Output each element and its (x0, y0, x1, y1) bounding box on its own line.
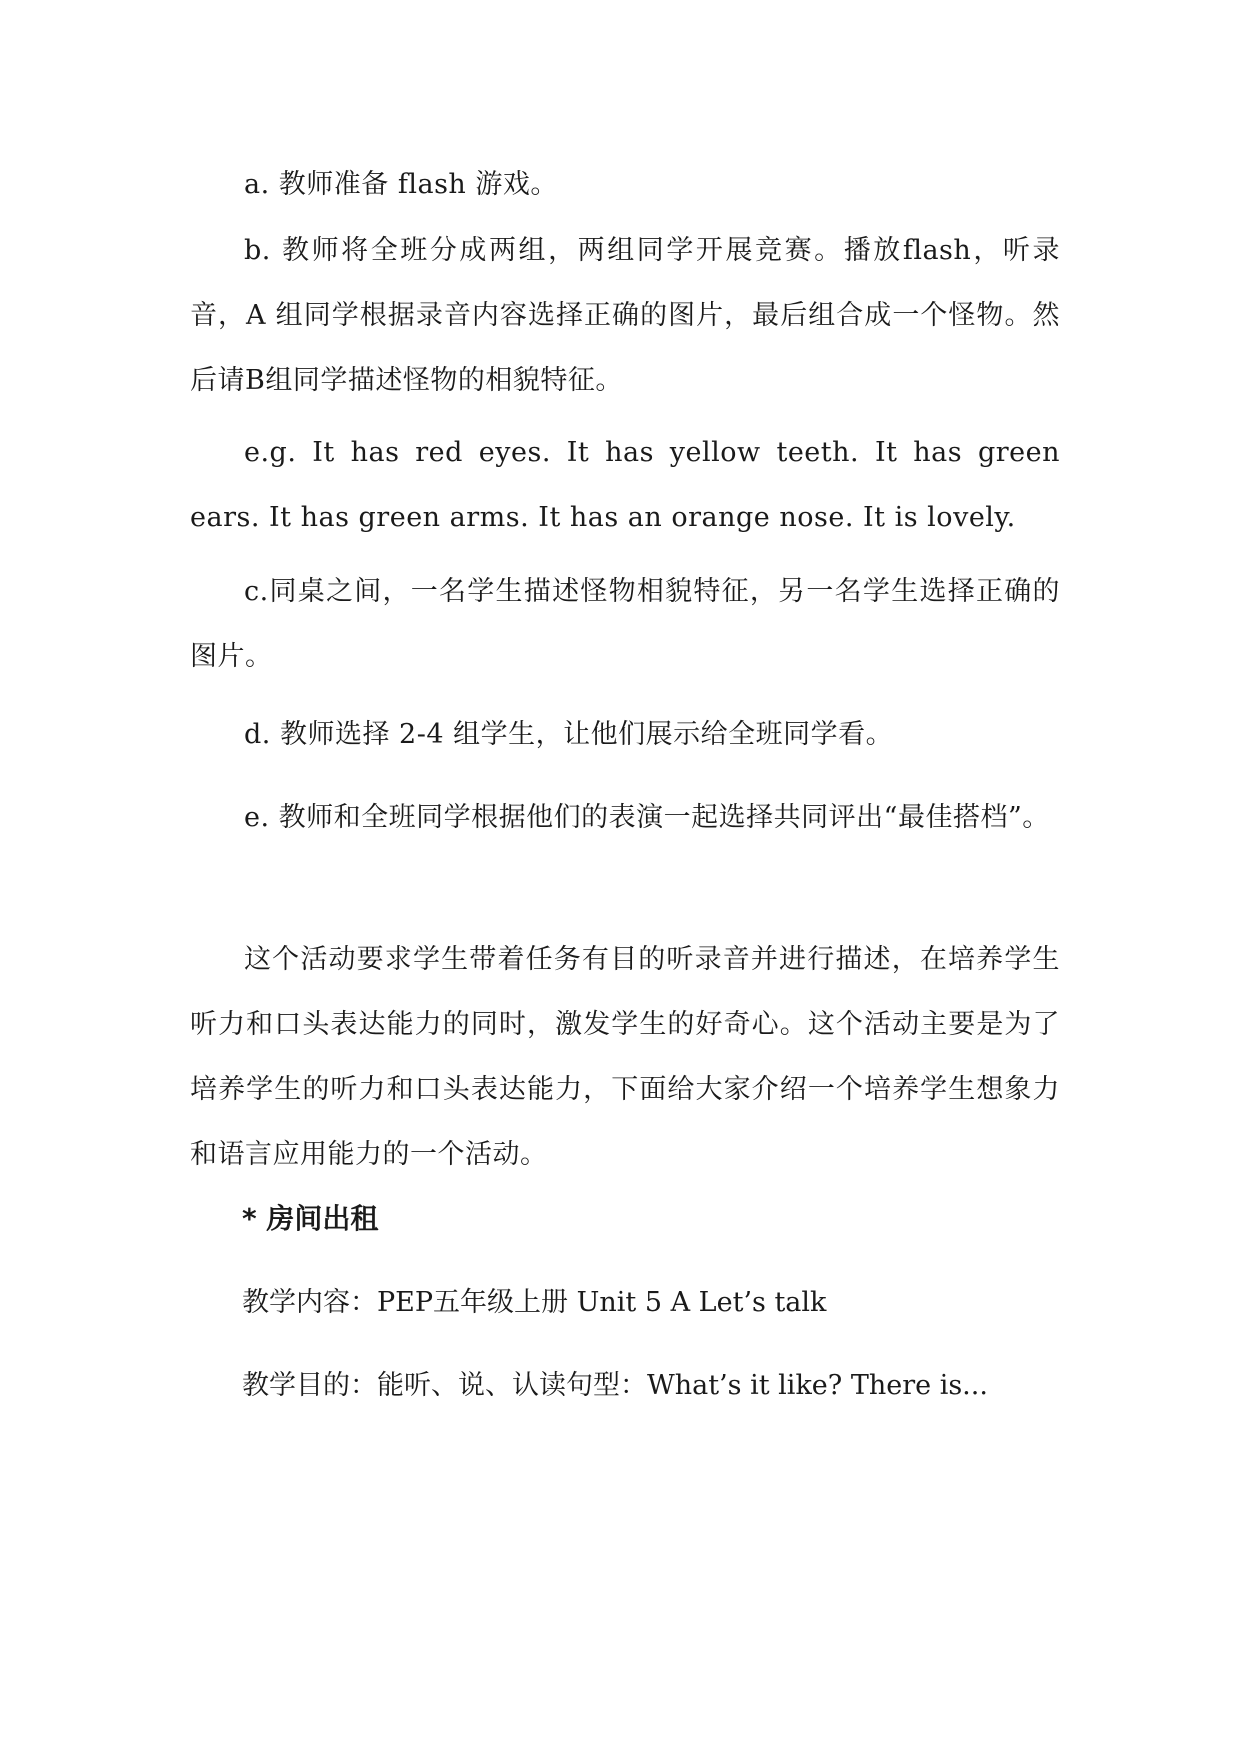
paragraph-example: e.g. It has red eyes. It has yellow teeth. It has green ears. It has green arms. It has an orange nose. It is lovely. (190, 437, 1060, 533)
paragraph-step-b: b. 教师将全班分成两组，两组同学开展竞赛。播放flash，听录音，A 组同学根据录音内容选择正确的图片，最后组合成一个怪物。然后请B组同学描述怪物的相貌特征。 (190, 235, 1060, 396)
paragraph-step-e: e. 教师和全班同学根据他们的表演一起选择共同评出“最佳搭档”。 (244, 802, 1050, 833)
teaching-goal-line: 教学目的：能听、说、认读句型：What’s it like? There is... (242, 1370, 988, 1401)
paragraph-step-c: c.同桌之间，一名学生描述怪物相貌特征，另一名学生选择正确的图片。 (190, 576, 1060, 672)
paragraph-step-d: d. 教师选择 2-4 组学生，让他们展示给全班同学看。 (244, 719, 894, 750)
paragraph-summary: 这个活动要求学生带着任务有目的听录音并进行描述，在培养学生听力和口头表达能力的同时，激发学生的好奇心。这个活动主要是为了培养学生的听力和口头表达能力，下面给大家介绍一个培养学生想象力和语言应用能力的一个活动。 (190, 944, 1060, 1170)
section-heading: * 房间出租 (242, 1202, 379, 1235)
teaching-content-line: 教学内容：PEP五年级上册 Unit 5 A Let’s talk (242, 1287, 827, 1318)
paragraph-step-a: a. 教师准备 flash 游戏。 (244, 169, 558, 200)
